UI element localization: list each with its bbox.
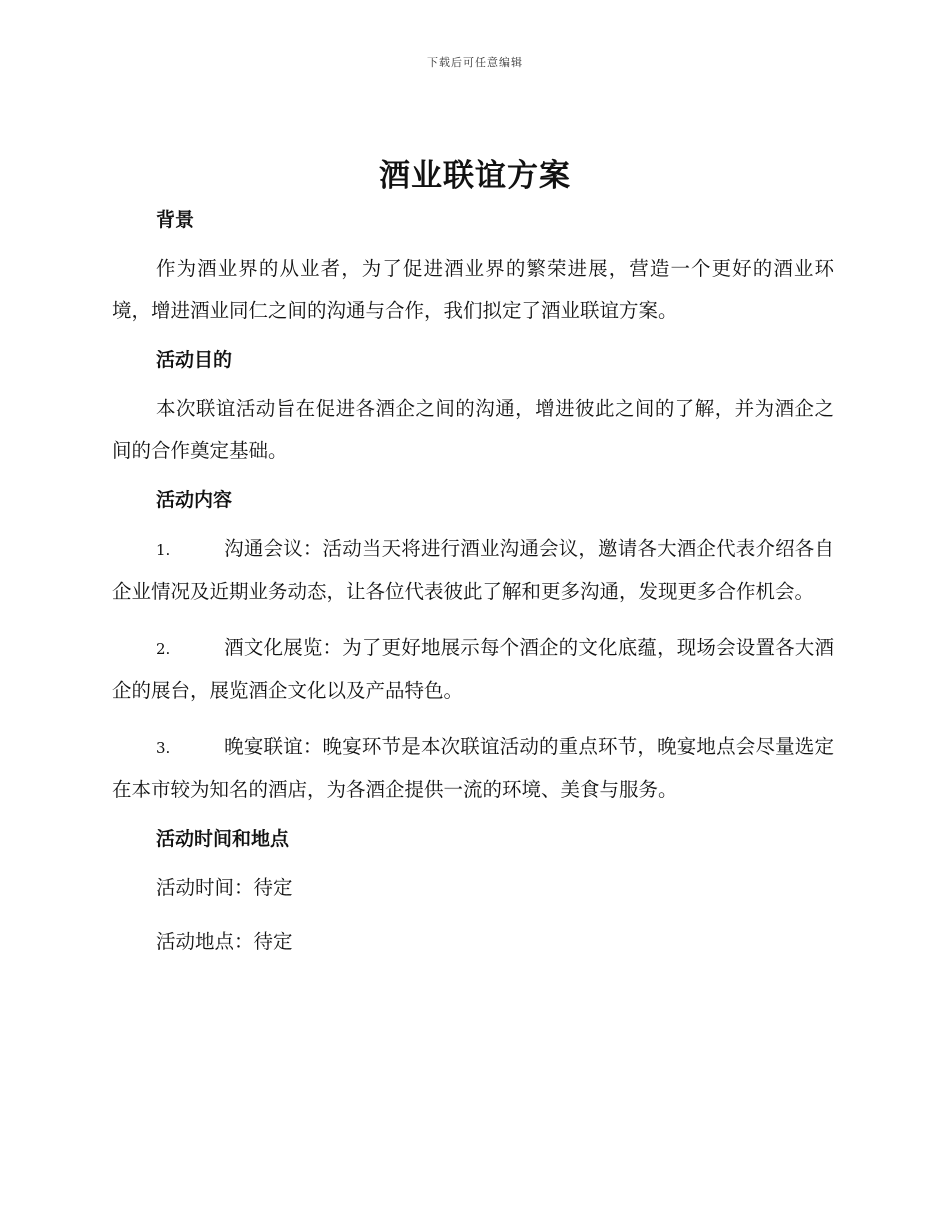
header-note: 下载后可任意编辑 [427,56,523,69]
list-item [112,726,834,811]
list-item [112,528,834,613]
activity-time: 活动时间：待定 [156,876,293,899]
heading-time-place: 活动时间和地点 [156,828,290,850]
paragraph-purpose: 本次联谊活动旨在促进各酒企之间的沟通，增进彼此之间的了解，并为酒企之间的合作奠定基础。 [112,397,834,462]
list-item-text: 沟通会议：活动当天将进行酒业沟通会议，邀请各大酒企代表介绍各自企业情况及近期业务动态，让各位代表彼此了解和更多沟通，发现更多合作机会。 [112,537,834,603]
document-body [112,204,834,963]
paragraph-background: 作为酒业界的从业者，为了促进酒业界的繁荣进展，营造一个更好的酒业环境，增进酒业同仁之间的沟通与合作，我们拟定了酒业联谊方案。 [112,257,834,322]
list-item-text: 晚宴联谊：晚宴环节是本次联谊活动的重点环节，晚宴地点会尽量选定在本市较为知名的酒店，为各酒企提供一流的环境、美食与服务。 [112,735,834,801]
list-item-text: 酒文化展览：为了更好地展示每个酒企的文化底蕴，现场会设置各大酒企的展台，展览酒企文化以及产品特色。 [112,636,834,702]
list-number: 1. [156,541,171,559]
list-number: 3. [156,739,171,757]
activity-place: 活动地点：待定 [156,930,293,953]
list-item [112,627,834,712]
heading-content: 活动内容 [156,489,233,511]
heading-background: 背景 [156,209,195,231]
list-number: 2. [156,640,171,658]
heading-purpose: 活动目的 [156,349,233,371]
document-title: 酒业联谊方案 [379,158,571,194]
